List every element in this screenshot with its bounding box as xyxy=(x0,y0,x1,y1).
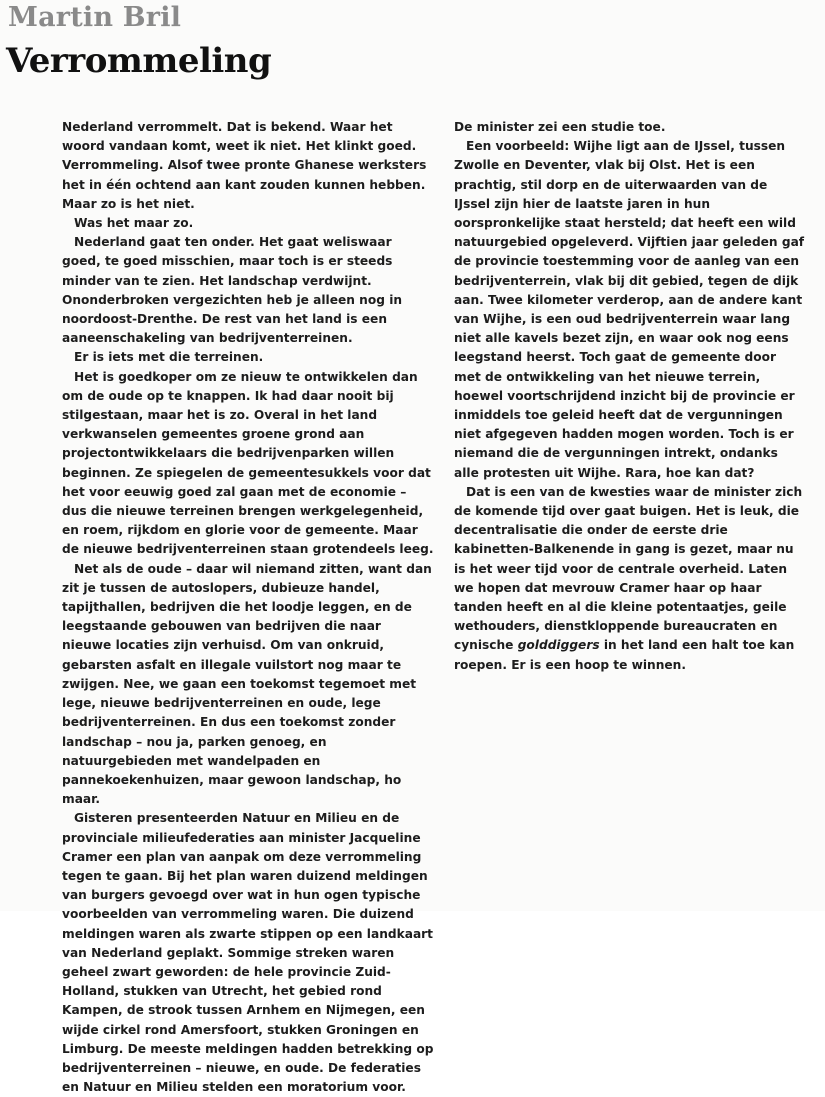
author-name: Martin Bril xyxy=(8,2,182,33)
paragraph-final xyxy=(454,483,806,675)
article-column-left xyxy=(62,118,434,1097)
paragraph: Net als de oude – daar wil niemand zitten, want dan zit je tussen de autoslopers, dubieuze handel, tapijthallen, bedrijven die het loodje leggen, en de leegstaande gebouwen van bedrijven die naar nieuwe locaties zijn verhuisd. Om van onkruid, gebarsten asfalt en illegale vuilstort nog maar te zwijgen. Nee, we gaan een toekomst tegemoet met lege, nieuwe bedrijventerreinen en oude, lege bedrijventerreinen. En dus een toekomst zonder landschap – nou ja, parken genoeg, en natuurgebieden met wandelpaden en pannekoekenhuizen, maar gewoon landschap, ho maar. xyxy=(62,561,432,807)
paragraph-text-end: in het land een halt toe kan roepen. Er is een hoop te winnen. xyxy=(454,638,795,672)
paragraph: Een voorbeeld: Wijhe ligt aan de IJssel, tussen Zwolle en Deventer, vlak bij Olst. Het is een prachtig, stil dorp en de uiterwaarden van de IJssel zijn hier de laatste jaren in hun oorspronkelijke staat hersteld; dat heeft een wild natuurgebied opgeleverd. Vijftien jaar geleden gaf de provincie toestemming voor de aanleg van een bedrijventerrein, vlak bij dit gebied, tegen de dijk aan. Twee kilometer verderop, aan de andere kant van Wijhe, is een oud bedrijventerrein waar lang niet alle kavels bezet zijn, en waar ook nog eens leegstand heerst. Toch gaat de gemeente door met de ontwikkeling van het nieuwe terrein, hoewel voortschrijdend inzicht bij de provincie er inmiddels toe geleid heeft dat de vergunningen niet afgegeven hadden mogen worden. Toch is er niemand die de vergunningen intrekt, ondanks alle protesten uit Wijhe. Rara, hoe kan dat? xyxy=(454,139,805,480)
paragraph-text: Dat is een van de kwesties waar de minister zich de komende tijd over gaat buigen. Het is leuk, die decentralisatie die onder de eerste drie kabinetten-Balkenende in gang is gezet, maar nu is het weer tijd voor de centrale overheid. Laten we hopen dat mevrouw Cramer haar op haar tanden heeft en al die kleine potentaatjes, geile wethouders, dienstkloppende bureaucraten en cynische xyxy=(454,484,803,653)
article-title: Verrommeling xyxy=(6,41,272,81)
paragraph: Het is goedkoper om ze nieuw te ontwikkelen dan om de oude op te knappen. Ik had daar nooit bij stilgestaan, maar het is zo. Overal in het land verkwanselen gemeentes groene grond aan projectontwikkelaars die bedrijvenparken willen beginnen. Ze spiegelen de gemeentesukkels voor dat het voor eeuwig goed zal gaan met de economie – dus die nieuwe terreinen brengen werkgelegenheid, en roem, rijkdom en glorie voor de gemeente. Maar de nieuwe bedrijventerreinen staan grotendeels leeg. xyxy=(62,369,434,557)
paragraph: Nederland gaat ten onder. Het gaat weliswaar goed, te goed misschien, maar toch is er steeds minder van te zien. Het landschap verdwijnt. Ononderbroken vergezichten heb je alleen nog in noordoost-Drenthe. De rest van het land is een aaneenschakeling van bedrijventerreinen. xyxy=(62,235,403,346)
article-column-right xyxy=(454,118,806,675)
paragraph: Er is iets met die terreinen. xyxy=(74,350,264,365)
paragraph: De minister zei een studie toe. xyxy=(454,120,666,134)
italic-term: golddiggers xyxy=(517,638,600,653)
paragraph: Nederland verrommelt. Dat is bekend. Waar het woord vandaan komt, weet ik niet. Het klinkt goed. Verrommeling. Alsof twee pronte Ghanese werksters het in één ochtend aan kant zouden kunnen hebben. Maar zo is het niet. xyxy=(62,120,427,211)
paragraph: Was het maar zo. xyxy=(74,216,194,231)
paragraph: Gisteren presenteerden Natuur en Milieu en de provinciale milieufederaties aan minister Jacqueline Cramer een plan van aanpak om deze verrommeling tegen te gaan. Bij het plan waren duizend meldingen van burgers gevoegd over wat in hun ogen typische voorbeelden van verrommeling waren. Die duizend meldingen waren als zwarte stippen op een landkaart van Nederland geplakt. Sommige streken waren geheel zwart geworden: de hele provincie Zuid-Holland, stukken van Utrecht, het gebied rond Kampen, de strook tussen Arnhem en Nijmegen, een wijde cirkel rond Amersfoort, stukken Groningen en Limburg. De meeste meldingen hadden betrekking op bedrijventerreinen – nieuwe, en oude. De federaties en Natuur en Milieu stelden een moratorium voor. xyxy=(62,811,434,1095)
